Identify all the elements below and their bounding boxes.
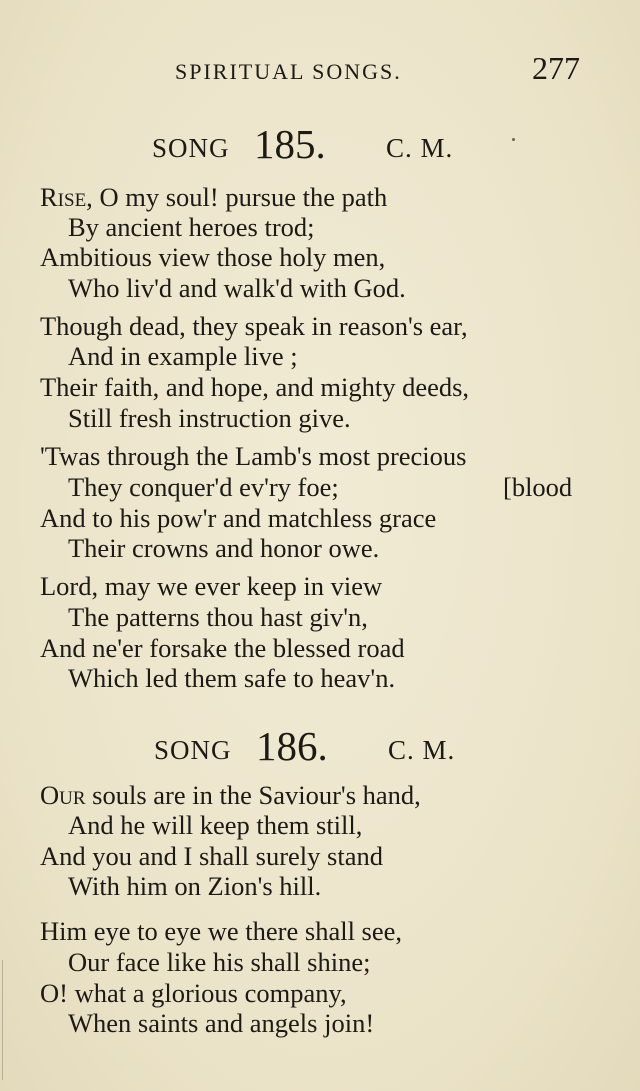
verse-line: And in example live ; <box>68 341 298 371</box>
verse-line: And you and I shall surely stand <box>40 841 383 871</box>
verse-line <box>40 780 421 810</box>
song-label: SONG <box>152 133 230 163</box>
verse-line: When saints and angels join! <box>68 1008 375 1038</box>
verse-line: Him eye to eye we there shall see, <box>40 916 403 946</box>
verse-line <box>40 182 387 212</box>
runover-word: [blood <box>503 472 573 502</box>
verse-line: With him on Zion's hill. <box>68 871 322 901</box>
running-title: SPIRITUAL SONGS. <box>175 59 402 84</box>
verse-line-text: souls are in the Saviour's hand, <box>85 780 421 810</box>
verse-line: And to his pow'r and matchless grace <box>40 503 437 533</box>
binding-edge <box>2 960 3 1080</box>
drop-word: Rise, <box>40 182 93 212</box>
song-meter: C. M. <box>388 735 456 765</box>
song-meter: C. M. <box>386 133 454 163</box>
verse-line: And ne'er forsake the blessed road <box>40 633 405 663</box>
verse-line: By ancient heroes trod; <box>68 212 315 242</box>
song-label: SONG <box>154 735 232 765</box>
verse-line: The patterns thou hast giv'n, <box>68 602 368 632</box>
verse-line: Ambitious view those holy men, <box>40 242 386 272</box>
verse-line: Though dead, they speak in reason's ear, <box>40 311 468 341</box>
verse-line: Lord, may we ever keep in view <box>40 571 383 601</box>
verse-line: Still fresh instruction give. <box>68 403 351 433</box>
verse-line: Who liv'd and walk'd with God. <box>68 273 406 303</box>
verse-line: 'Twas through the Lamb's most precious <box>40 441 467 471</box>
page-number: 277 <box>532 50 580 86</box>
verse-line: Their faith, and hope, and mighty deeds, <box>40 372 470 402</box>
song-number: 186. <box>256 723 328 769</box>
verse-line-text: O my soul! pursue the path <box>92 182 388 212</box>
verse-line: Their crowns and honor owe. <box>68 533 380 563</box>
song-number: 185. <box>254 121 326 167</box>
drop-word: Our <box>40 780 86 810</box>
running-head <box>0 50 640 90</box>
song-heading-186 <box>0 720 640 770</box>
verse-line: Which led them safe to heav'n. <box>68 663 396 693</box>
song-heading-185 <box>0 118 640 168</box>
verse-line: Our face like his shall shine; <box>68 947 371 977</box>
verse-line: And he will keep them still, <box>68 810 363 840</box>
verse-line: O! what a glorious company, <box>40 978 347 1008</box>
verse-line: They conquer'd ev'ry foe; <box>68 472 339 502</box>
